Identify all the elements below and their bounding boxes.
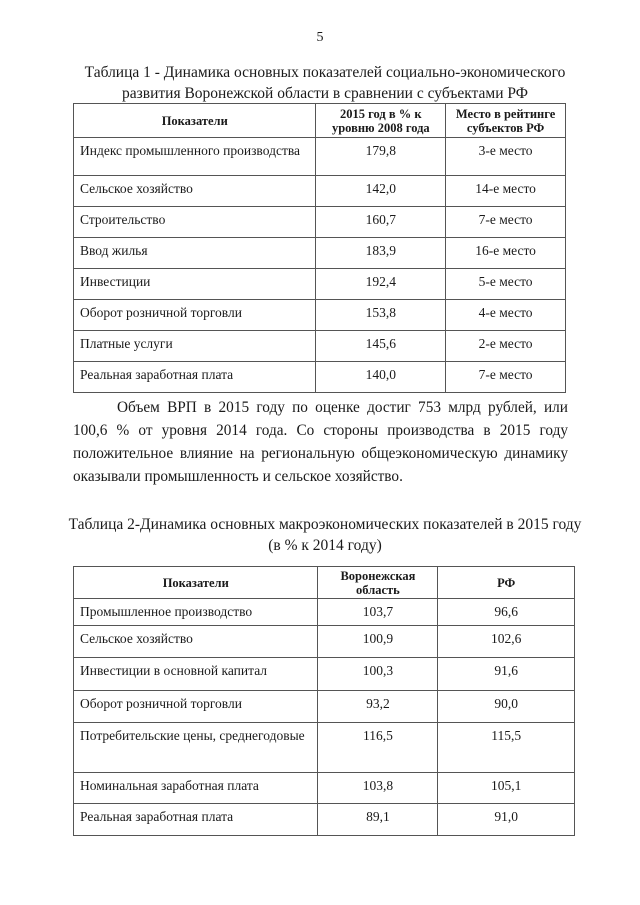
value-cell: 16-е место — [446, 238, 566, 269]
indicator-cell: Сельское хозяйство — [74, 626, 318, 658]
table-row — [74, 599, 575, 626]
table-row — [74, 691, 575, 723]
value-cell: 103,8 — [318, 773, 438, 804]
column-header: 2015 год в % к уровню 2008 года — [316, 104, 446, 138]
value-cell: 90,0 — [438, 691, 575, 723]
table-row — [74, 238, 566, 269]
value-cell: 140,0 — [316, 362, 446, 393]
indicator-cell: Ввод жилья — [74, 238, 316, 269]
value-cell: 116,5 — [318, 723, 438, 773]
caption-line: (в % к 2014 году) — [268, 537, 382, 554]
indicator-cell: Оборот розничной торговли — [74, 691, 318, 723]
indicator-cell: Сельское хозяйство — [74, 176, 316, 207]
table-row — [74, 804, 575, 836]
value-cell: 105,1 — [438, 773, 575, 804]
value-cell: 7-е место — [446, 362, 566, 393]
indicator-cell: Индекс промышленного производства — [74, 138, 316, 176]
value-cell: 115,5 — [438, 723, 575, 773]
table-row — [74, 658, 575, 691]
table2 — [73, 566, 575, 836]
value-cell: 96,6 — [438, 599, 575, 626]
column-header: Место в рейтинге субъектов РФ — [446, 104, 566, 138]
value-cell: 153,8 — [316, 300, 446, 331]
value-cell: 192,4 — [316, 269, 446, 300]
indicator-cell: Оборот розничной торговли — [74, 300, 316, 331]
caption-line: Таблица 2-Динамика основных макроэкономических показателей в 2015 году — [68, 516, 582, 533]
column-header: Воронежская область — [318, 567, 438, 599]
value-cell: 100,9 — [318, 626, 438, 658]
table-row — [74, 331, 566, 362]
table1-caption — [60, 62, 590, 104]
value-cell: 89,1 — [318, 804, 438, 836]
value-cell: 103,7 — [318, 599, 438, 626]
value-cell: 14-е место — [446, 176, 566, 207]
value-cell: 91,0 — [438, 804, 575, 836]
value-cell: 93,2 — [318, 691, 438, 723]
indicator-cell: Реальная заработная плата — [74, 362, 316, 393]
value-cell: 2-е место — [446, 331, 566, 362]
value-cell: 142,0 — [316, 176, 446, 207]
indicator-cell: Номинальная заработная плата — [74, 773, 318, 804]
table-row — [74, 207, 566, 238]
value-cell: 183,9 — [316, 238, 446, 269]
column-header: Показатели — [74, 567, 318, 599]
value-cell: 102,6 — [438, 626, 575, 658]
table-row — [74, 723, 575, 773]
body-paragraph — [73, 396, 568, 488]
caption-line: развития Воронежской области в сравнении с субъектами РФ — [122, 85, 528, 102]
indicator-cell: Платные услуги — [74, 331, 316, 362]
table-row — [74, 362, 566, 393]
value-cell: 91,6 — [438, 658, 575, 691]
column-header: Показатели — [74, 104, 316, 138]
table1 — [73, 103, 566, 393]
value-cell: 145,6 — [316, 331, 446, 362]
value-cell: 7-е место — [446, 207, 566, 238]
column-header: РФ — [438, 567, 575, 599]
value-cell: 4-е место — [446, 300, 566, 331]
indicator-cell: Инвестиции — [74, 269, 316, 300]
paragraph-text: Объем ВРП в 2015 году по оценке достиг 753 млрд рублей, или 100,6 % от уровня 2014 года. Со стороны производства в 2015 году положительное влияние на региональную общеэкономическую динамику оказывали промышленность и сельское хозяйство. — [73, 399, 568, 485]
caption-line: Таблица 1 - Динамика основных показателей социально-экономического — [84, 64, 566, 81]
value-cell: 3-е место — [446, 138, 566, 176]
value-cell: 179,8 — [316, 138, 446, 176]
indicator-cell: Потребительские цены, среднегодовые — [74, 723, 318, 773]
page-number: 5 — [316, 30, 324, 45]
value-cell: 100,3 — [318, 658, 438, 691]
table-row — [74, 138, 566, 176]
indicator-cell: Промышленное производство — [74, 599, 318, 626]
table-row — [74, 626, 575, 658]
table2-caption — [60, 514, 590, 556]
indicator-cell: Строительство — [74, 207, 316, 238]
table-row — [74, 269, 566, 300]
table-row — [74, 773, 575, 804]
table-row — [74, 176, 566, 207]
value-cell: 5-е место — [446, 269, 566, 300]
table-row — [74, 300, 566, 331]
value-cell: 160,7 — [316, 207, 446, 238]
indicator-cell: Инвестиции в основной капитал — [74, 658, 318, 691]
indicator-cell: Реальная заработная плата — [74, 804, 318, 836]
